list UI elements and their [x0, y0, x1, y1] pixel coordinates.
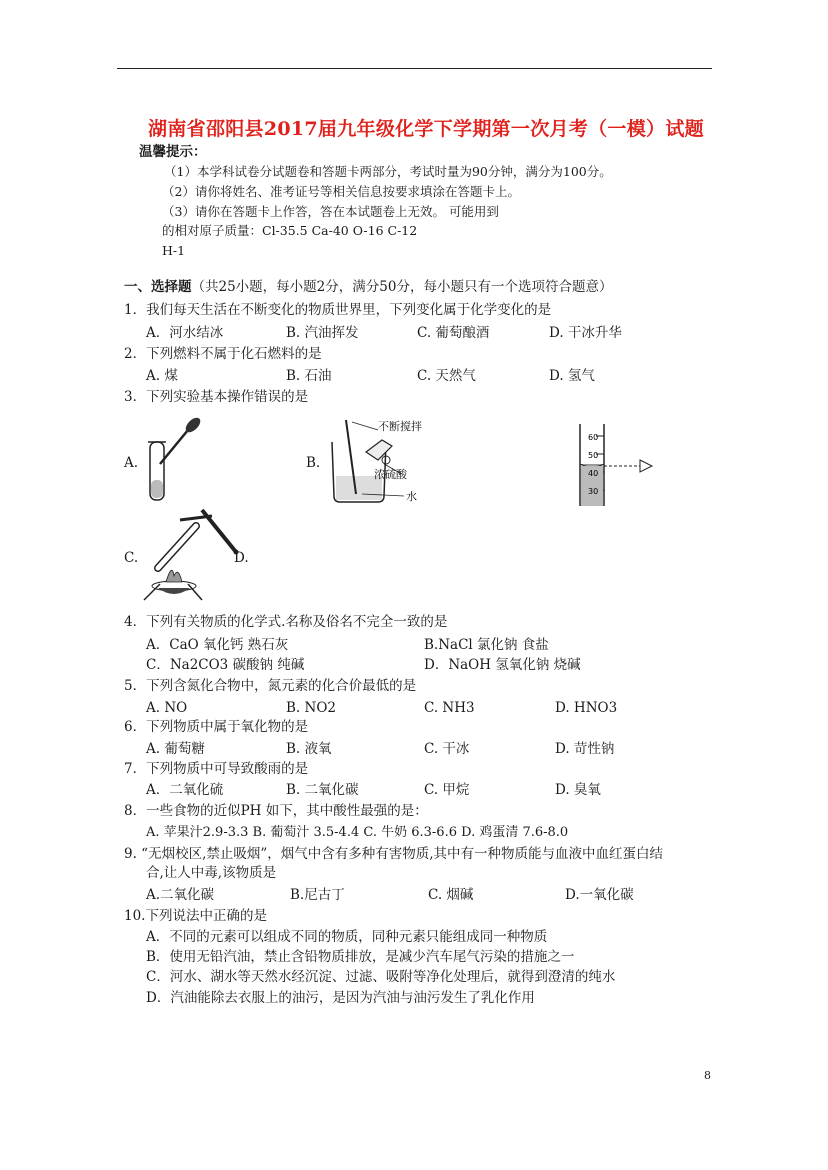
question-2-stem: 2．下列燃料不属于化石燃料的是: [124, 346, 322, 362]
question-10-stem: 10.下列说法中正确的是: [124, 908, 267, 924]
q10-option-d: D．汽油能除去衣服上的油污，是因为汽油与油污发生了乳化作用: [146, 990, 535, 1006]
q10-option-b: B．使用无铅汽油，禁止含铅物质排放，是减少汽车尾气污染的措施之一: [146, 949, 575, 965]
header-rule: [117, 68, 712, 69]
q3-label-c: C.: [124, 550, 139, 566]
q9-option-a: A.二氧化碳: [146, 887, 215, 903]
page-number: 8: [704, 1069, 711, 1082]
q7-option-d: D. 臭氧: [555, 782, 601, 798]
q3-figure-b-dilution: [322, 416, 432, 506]
q6-option-b: B. 液氧: [286, 741, 332, 757]
q5-option-b: B. NO2: [286, 700, 336, 716]
question-9-stem-cont: 合,让人中毒,该物质是: [146, 865, 277, 881]
q2-option-a: A. 煤: [146, 368, 178, 384]
q7-option-a: A．二氧化硫: [146, 782, 224, 798]
q10-option-c: C．河水、湖水等天然水经沉淀、过滤、吸附等净化处理后，就得到澄清的纯水: [146, 969, 616, 985]
question-1-stem: 1．我们每天生活在不断变化的物质世界里，下列变化属于化学变化的是: [124, 302, 552, 318]
q9-option-d: D.一氧化碳: [565, 887, 634, 903]
q9-option-c: C. 烟碱: [428, 887, 474, 903]
atomic-masses: 的相对原子质量：Cl-35.5 Ca-40 O-16 C-12: [162, 223, 418, 238]
section-heading-bold: 一、选择题: [124, 279, 192, 295]
q4-option-b: B.NaCl 氯化钠 食盐: [424, 637, 549, 653]
cyl-tick-50: 50: [588, 451, 599, 460]
q4-option-d: D．NaOH 氢氧化钠 烧碱: [424, 657, 581, 673]
question-5-stem: 5．下列含氮化合物中，氮元素的化合价最低的是: [124, 678, 417, 694]
q4-option-c: C．Na2CO3 碳酸钠 纯碱: [146, 657, 305, 673]
q2-option-b: B. 石油: [286, 368, 332, 384]
cyl-tick-60: 60: [588, 433, 599, 442]
q6-option-c: C. 干冰: [424, 741, 470, 757]
b-stir-label: 不断搅拌: [378, 420, 422, 433]
q3-figure-a-dropper: [140, 418, 210, 503]
q3-label-d: D.: [234, 550, 249, 566]
tip-2: （2）请你将姓名、准考证号等相关信息按要求填涂在答题卡上。: [162, 184, 520, 199]
question-9-stem: 9. “无烟校区,禁止吸烟”，烟气中含有多种有害物质,其中有一种物质能与血液中血红蛋白结: [124, 846, 664, 862]
section-heading-rest: （共25小题，每小题2分，满分50分，每小题只有一个选项符合题意）: [191, 279, 613, 295]
question-6-stem: 6．下列物质中属于氧化物的是: [124, 719, 309, 735]
cyl-tick-30: 30: [588, 487, 599, 496]
tips-heading: 温馨提示：: [139, 144, 207, 160]
q2-option-c: C. 天然气: [417, 368, 476, 384]
q2-option-d: D. 氢气: [549, 368, 595, 384]
q1-option-c: C. 葡萄酿酒: [417, 325, 490, 341]
q5-option-d: D. HNO3: [555, 700, 618, 716]
q6-option-d: D. 苛性钠: [555, 741, 615, 757]
q1-option-d: D. 干冰升华: [549, 325, 622, 341]
question-4-stem: 4．下列有关物质的化学式.名称及俗名不完全一致的是: [124, 614, 448, 630]
q4-option-a: A．CaO 氧化钙 熟石灰: [146, 637, 289, 653]
q3-figure-cylinder: [570, 420, 660, 510]
q3-label-b: B.: [306, 455, 321, 471]
q6-option-a: A. 葡萄糖: [146, 741, 205, 757]
q7-option-b: B. 二氧化碳: [286, 782, 359, 798]
b-acid-label: 浓硫酸: [374, 468, 407, 481]
exam-title: 湖南省邵阳县2017届九年级化学下学期第一次月考（一模）试题: [148, 118, 704, 140]
question-3-stem: 3．下列实验基本操作错误的是: [124, 389, 309, 405]
atomic-mass-h: H-1: [162, 243, 186, 258]
q1-option-b: B. 汽油挥发: [286, 325, 359, 341]
q9-option-b: B.尼古丁: [290, 887, 345, 903]
b-water-label: 水: [406, 490, 417, 503]
tip-3: （3）请你在答题卡上作答，答在本试题卷上无效。 可能用到: [162, 204, 499, 219]
q3-label-a: A.: [124, 455, 139, 471]
question-7-stem: 7．下列物质中可导致酸雨的是: [124, 761, 309, 777]
section-heading: [124, 278, 612, 296]
q8-options: A. 苹果汁2.9-3.3 B. 葡萄汁 3.5-4.4 C. 牛奶 6.3-6.6 D. 鸡蛋清 7.6-8.0: [146, 825, 569, 840]
tip-1: （1）本学科试卷分试题卷和答题卡两部分，考试时量为90分钟，满分为100分。: [164, 164, 612, 179]
question-8-stem: 8．一些食物的近似PH 如下，其中酸性最强的是：: [124, 803, 428, 819]
q10-option-a: A．不同的元素可以组成不同的物质，同种元素只能组成同一种物质: [146, 929, 548, 945]
cyl-tick-40: 40: [588, 469, 599, 478]
q5-option-a: A. NO: [146, 700, 188, 716]
q5-option-c: C. NH3: [424, 700, 475, 716]
q7-option-c: C. 甲烷: [424, 782, 470, 798]
q1-option-a: A．河水结冰: [146, 325, 224, 341]
